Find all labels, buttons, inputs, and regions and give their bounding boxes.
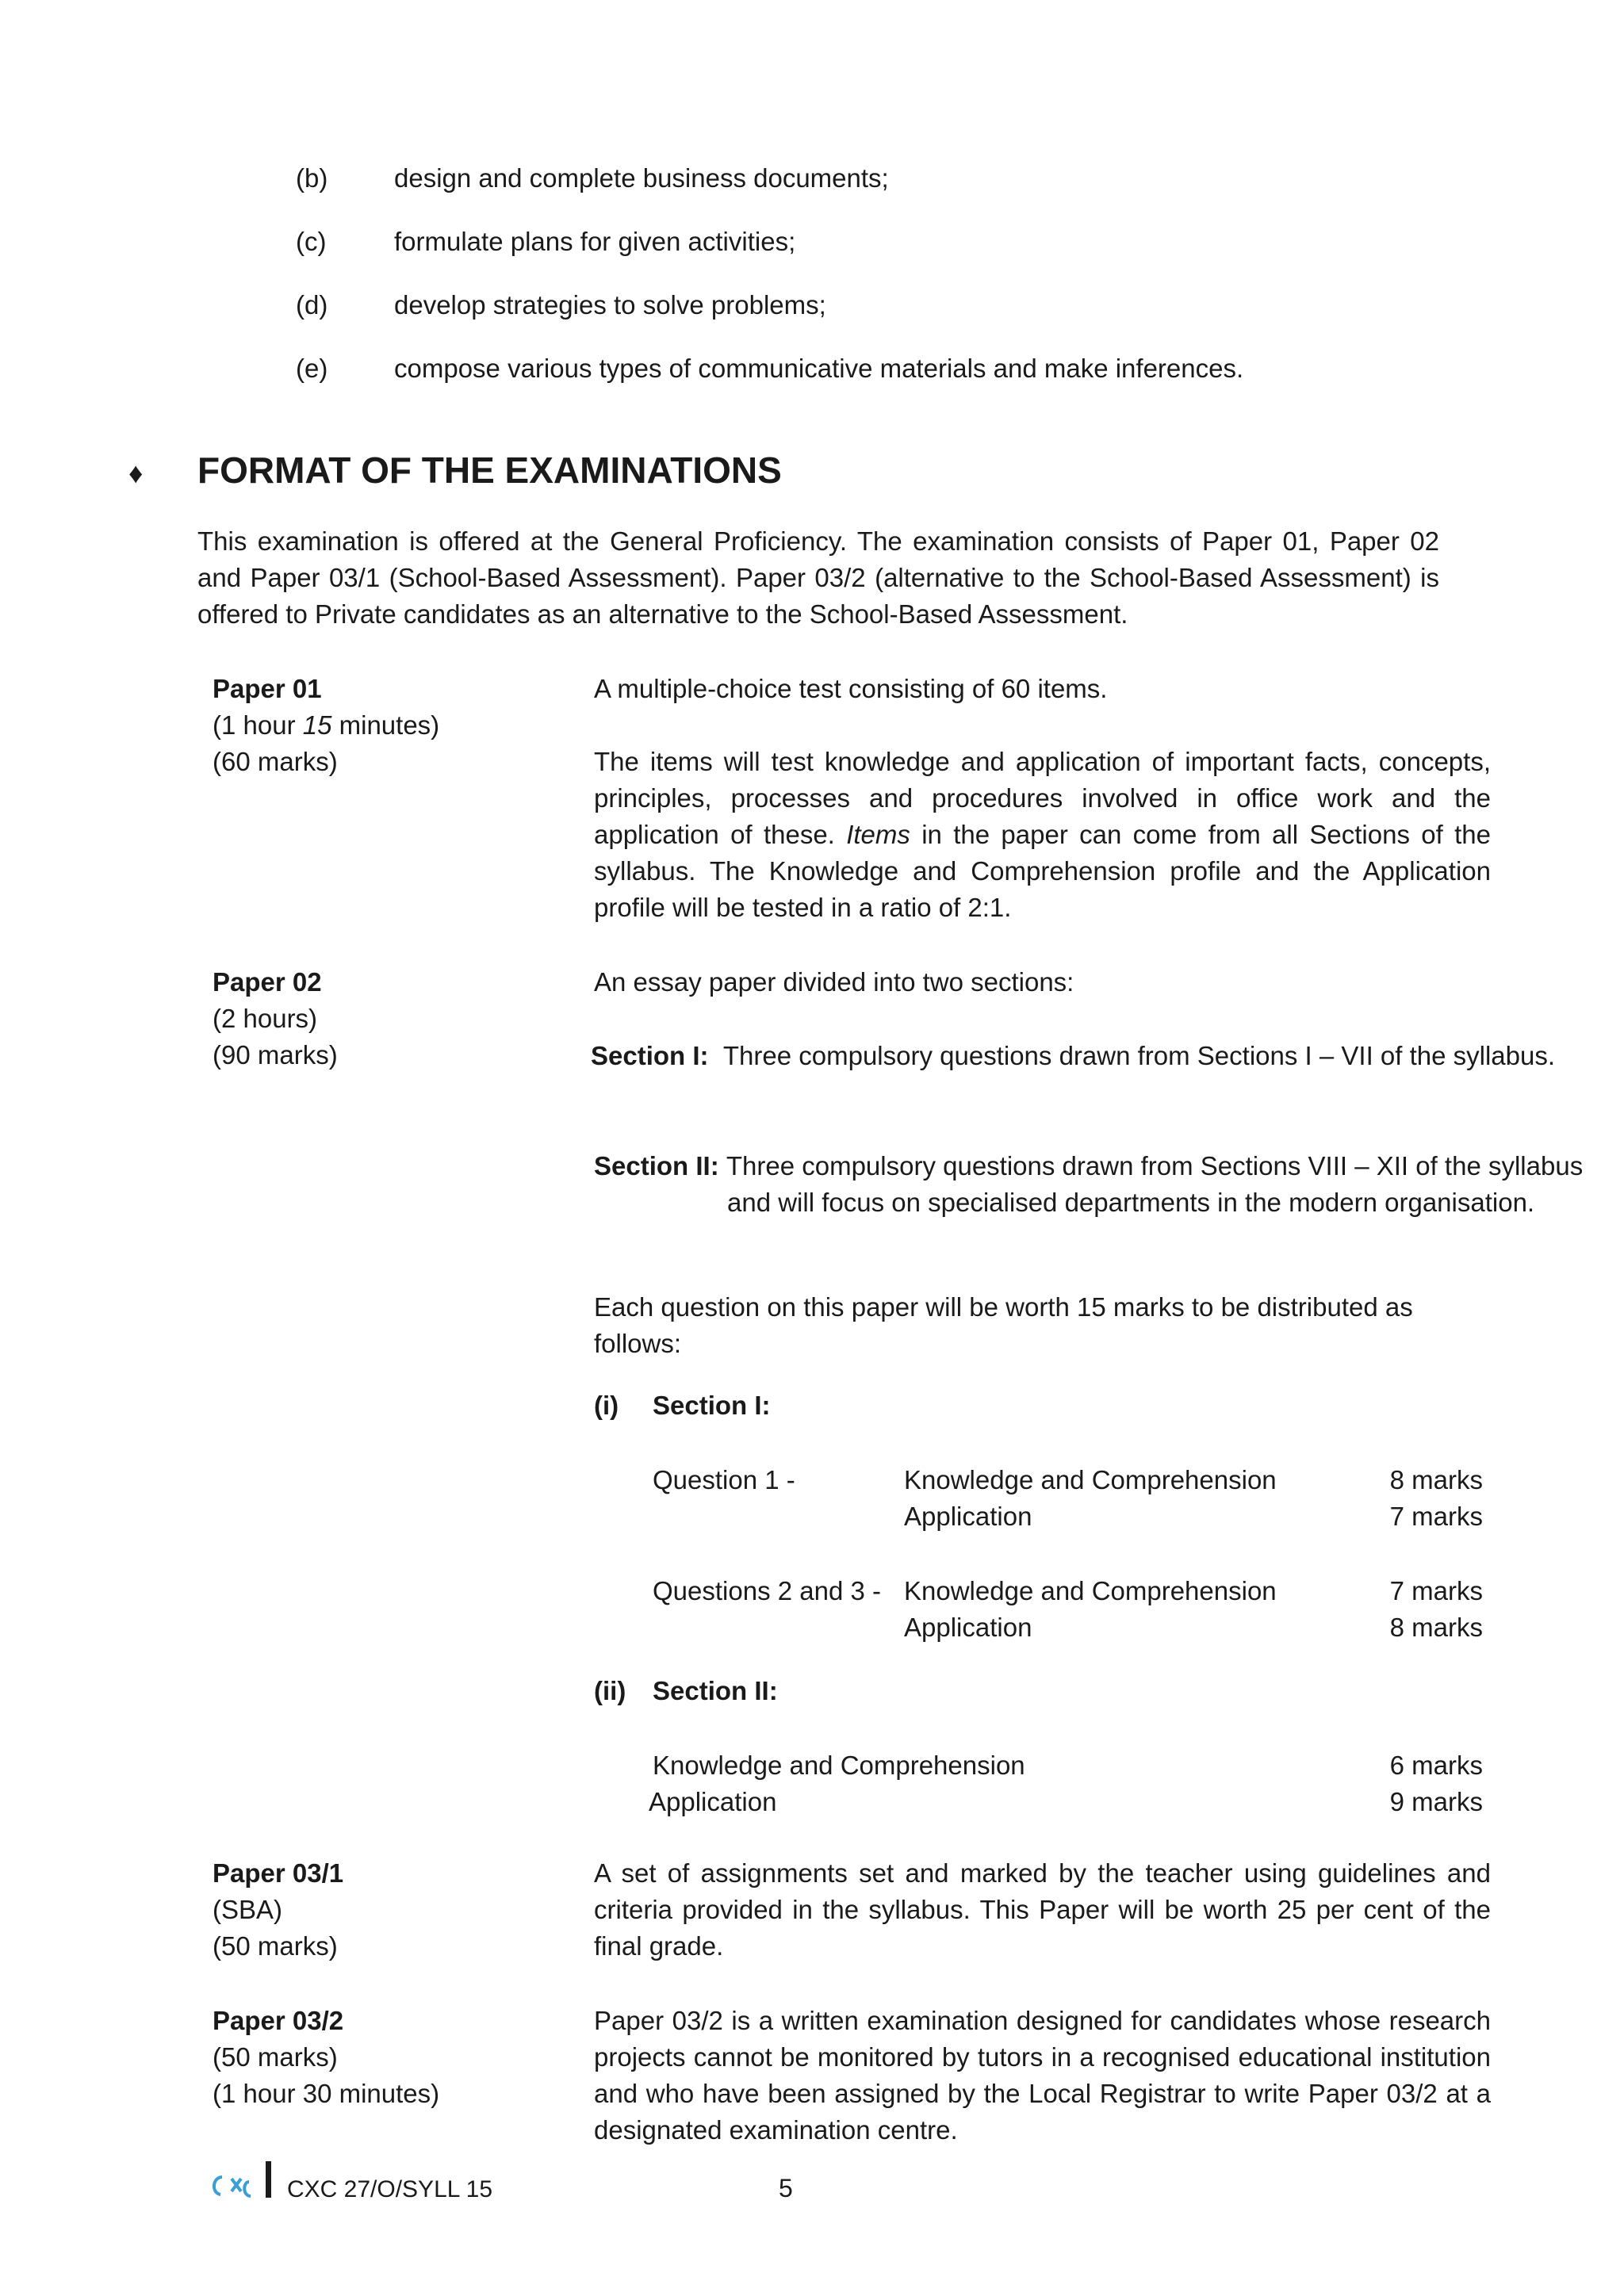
part-i-title: Section I: [653,1391,771,1420]
paper-02-section-2 [594,1148,1607,1221]
paper-02-duration: (2 hours) [213,1004,318,1033]
paper-02-section-1 [591,1038,1624,1074]
section-1-text: Three compulsory questions drawn from Sections I – VII of the syllabus. [722,1041,1556,1070]
objective-label: (b) [296,163,328,193]
paper-01-duration: (1 hour 15 minutes) [213,710,440,740]
questions-2-3-label: Questions 2 and 3 - [653,1576,882,1605]
paper-02-marks: (90 marks) [213,1040,338,1070]
section-2-app-marks: 9 marks [1389,1787,1483,1816]
part-ii-number: (ii) [594,1676,626,1705]
paper-032-duration: (1 hour 30 minutes) [213,2079,440,2108]
section-2-kc: Knowledge and Comprehension [653,1751,1025,1780]
section-2-app: Application [649,1787,777,1816]
paper-031-title: Paper 03/1 [213,1858,344,1888]
objective-text: compose various types of communicative materials and make inferences. [394,354,1244,383]
paper-02-title: Paper 02 [213,967,322,997]
question-1-label: Question 1 - [653,1465,795,1494]
page-number: 5 [779,2174,793,2202]
section-2-kc-marks: 6 marks [1389,1751,1483,1780]
paper-01-desc: A multiple-choice test consisting of 60 items. [594,674,1108,703]
section-intro: This examination is offered at the General Proficiency. The examination consists of Paper 01, Paper 02 and Paper 03/1 (School-Based Assessment). Paper 03/2 (alternative to the School-Based Assessment) is offered to Private candidates as an alternative to the School-Based Assessment. [197,526,1439,629]
paper-032-info [213,2003,546,2112]
footer-divider [266,2161,271,2198]
paper-032-marks: (50 marks) [213,2042,338,2072]
paper-01-title: Paper 01 [213,674,322,703]
questions-2-3-app-marks: 8 marks [1389,1613,1483,1642]
paper-032-desc: Paper 03/2 is a written examination designed for candidates whose research projects cannot be monitored by tutors in a recognised educational institution and who have been assigned by the Local Registrar to write Paper 03/2 at a designated examination centre. [594,2006,1491,2145]
section-heading: FORMAT OF THE EXAMINATIONS [197,450,782,491]
paper-031-desc: A set of assignments set and marked by the teacher using guidelines and criteria provided in the syllabus. This Paper will be worth 25 per cent of the final grade. [594,1858,1491,1961]
part-ii-title: Section II: [653,1676,778,1705]
diamond-bullet-icon: ♦ [128,457,144,489]
questions-2-3-kc-marks: 7 marks [1389,1576,1483,1605]
paper-031-marks: (50 marks) [213,1931,338,1961]
question-1-app: Application [904,1502,1032,1531]
questions-2-3-kc: Knowledge and Comprehension [904,1576,1277,1605]
paper-032-title: Paper 03/2 [213,2006,344,2035]
question-1-kc-marks: 8 marks [1389,1465,1483,1494]
objective-label: (e) [296,354,328,383]
question-1-app-marks: 7 marks [1389,1502,1483,1531]
paper-02-desc: An essay paper divided into two sections: [594,967,1074,997]
paper-031-sub: (SBA) [213,1895,283,1924]
objective-text: design and complete business documents; [394,163,889,193]
objective-text: formulate plans for given activities; [394,227,796,256]
paper-031-info [213,1855,546,1965]
paper-02-info [213,964,546,1073]
questions-2-3-app: Application [904,1613,1032,1642]
footer-syllabus-code: CXC 27/O/SYLL 15 [287,2176,493,2202]
cxc-logo-icon [208,2171,255,2202]
paper-01-marks: (60 marks) [213,747,338,776]
question-1-kc: Knowledge and Comprehension [904,1465,1277,1494]
objective-label: (d) [296,290,328,320]
part-i-number: (i) [594,1391,619,1420]
paper-01-info [213,671,546,780]
section-2-text: Three compulsory questions drawn from Sections VIII – XII of the syllabus and will focus on specialised departments in the modern organisation. [726,1151,1584,1217]
section-2-label: Section II: [594,1151,719,1181]
paper-01-detail: The items will test knowledge and application of important facts, concepts, principles, processes and procedures involved in office work and the application of these. Items in the paper can come from all Sections of the syllabus. The Knowledge and Comprehension profile and the Application profile will be tested in a ratio of 2:1. [594,747,1491,922]
paper-02-distribution-note: Each question on this paper will be worth 15 marks to be distributed as follows: [594,1292,1413,1358]
objective-text: develop strategies to solve problems; [394,290,826,320]
objective-label: (c) [296,227,327,256]
section-1-label: Section I: [591,1041,709,1070]
